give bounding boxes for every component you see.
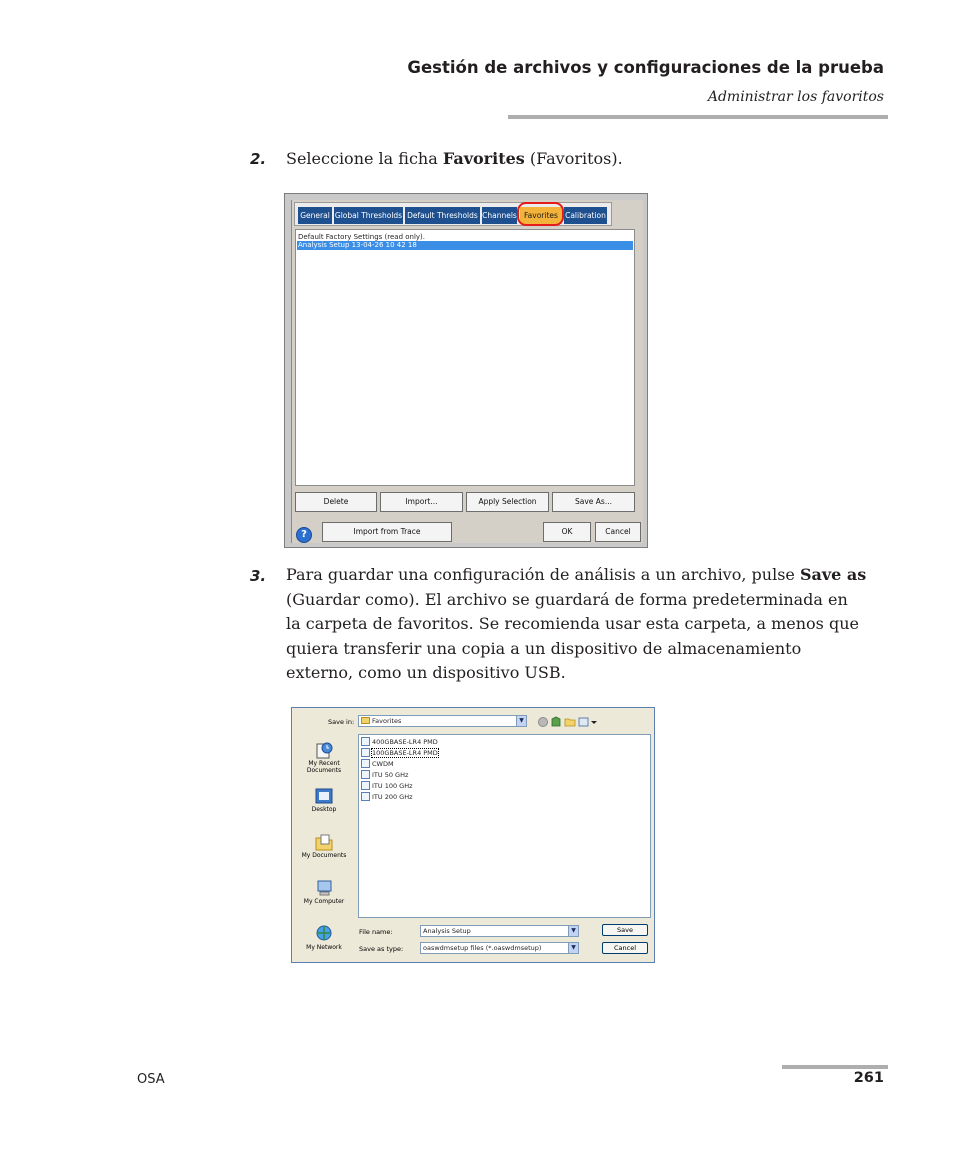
- list-item[interactable]: [361, 737, 438, 748]
- file-icon: [361, 770, 370, 779]
- list-item[interactable]: [361, 792, 413, 803]
- tab-calibration[interactable]: Calibration: [564, 207, 607, 224]
- file-name-value: Analysis Setup: [423, 927, 471, 935]
- toolbar-icons: [537, 716, 599, 728]
- place-label: My Recent: [308, 760, 340, 767]
- list-item-selected[interactable]: Analysis Setup 13-04-26 10 42 18: [297, 241, 633, 250]
- tab-general[interactable]: General: [298, 207, 332, 224]
- file-list[interactable]: [358, 734, 651, 918]
- save-as-type-select[interactable]: [420, 942, 579, 954]
- step-3-line-1-text: Para guardar una configuración de análisis a un archivo, pulse: [286, 565, 800, 584]
- place-label: My Network: [306, 944, 342, 951]
- save-as-type-value: oaswdmsetup files (*.oaswdmsetup): [423, 944, 542, 952]
- step-3-text: [286, 563, 886, 686]
- file-name-field[interactable]: [420, 925, 579, 937]
- import-button[interactable]: Import...: [380, 492, 463, 512]
- my-network-icon: [314, 924, 334, 944]
- desktop-icon: [314, 786, 334, 806]
- save-in-label: Save in:: [328, 718, 355, 726]
- place-label: Desktop: [311, 806, 337, 813]
- footer-rule: [782, 1065, 888, 1069]
- place-label: My Documents: [301, 852, 347, 859]
- file-icon: [361, 759, 370, 768]
- save-as-button[interactable]: Save As...: [552, 492, 635, 512]
- tab-channels[interactable]: Channels: [482, 207, 517, 224]
- tab-default-thresholds[interactable]: Default Thresholds: [405, 207, 480, 224]
- place-my-network[interactable]: [298, 924, 350, 951]
- file-name: ITU 50 GHz: [372, 771, 409, 779]
- list-item[interactable]: [361, 781, 413, 792]
- footer-product: OSA: [137, 1072, 165, 1087]
- step-3-number: 3.: [250, 567, 267, 585]
- step-2-number: 2.: [250, 150, 267, 168]
- favorites-tab-highlight-circle: [517, 202, 564, 226]
- save-as-dialog-screenshot: [291, 707, 655, 963]
- views-menu-icon: [579, 718, 588, 726]
- folder-icon: [361, 717, 370, 724]
- my-computer-icon: [314, 878, 334, 898]
- place-my-recent-documents[interactable]: [298, 740, 350, 774]
- list-item[interactable]: [361, 770, 408, 781]
- delete-button[interactable]: Delete: [295, 492, 377, 512]
- file-icon: [361, 737, 370, 746]
- place-label: Documents: [306, 767, 342, 774]
- save-in-value: Favorites: [372, 717, 402, 725]
- cancel-button[interactable]: Cancel: [602, 942, 648, 954]
- file-icon: [361, 748, 370, 757]
- step-3-line-3: la carpeta de favoritos. Se recomienda usar esta carpeta, a menos que: [286, 614, 859, 633]
- favorites-dialog: [291, 200, 643, 543]
- favorites-dialog-screenshot: [284, 193, 648, 548]
- step-3-line-1: [286, 563, 886, 588]
- place-my-documents[interactable]: [298, 832, 350, 859]
- new-folder-icon: [565, 719, 575, 726]
- step-2-text-before: Seleccione la ficha: [286, 149, 443, 168]
- import-from-trace-button[interactable]: Import from Trace: [322, 522, 452, 542]
- header-rule: [508, 115, 888, 119]
- apply-selection-button[interactable]: Apply Selection: [466, 492, 549, 512]
- place-my-computer[interactable]: [298, 878, 350, 905]
- step-2-bold: Favorites: [442, 149, 525, 168]
- save-button[interactable]: Save: [602, 924, 648, 936]
- page-number: 261: [853, 1070, 884, 1086]
- step-3-line-2: (Guardar como). El archivo se guardará de forma predeterminada en: [286, 589, 848, 609]
- cancel-button[interactable]: Cancel: [595, 522, 641, 542]
- file-name-label: File name:: [359, 928, 393, 936]
- tab-favorites[interactable]: Favorites: [520, 207, 562, 224]
- list-item[interactable]: Default Factory Settings (read only).: [298, 233, 426, 241]
- places-bar: [298, 734, 350, 958]
- chevron-down-icon[interactable]: ▼: [568, 926, 578, 936]
- recent-documents-icon: [314, 740, 334, 760]
- file-name: 100GBASE-LR4 PMD: [372, 749, 438, 757]
- chevron-down-icon[interactable]: ▼: [516, 716, 526, 726]
- step-3-line-5: externo, como un dispositivo USB.: [286, 663, 566, 682]
- file-icon: [361, 792, 370, 801]
- file-name: CWDM: [372, 760, 394, 768]
- up-folder-icon: [552, 717, 560, 726]
- file-name: ITU 100 GHz: [372, 782, 413, 790]
- place-label: My Computer: [303, 898, 345, 905]
- tab-bar: [294, 202, 612, 226]
- my-documents-icon: [314, 832, 334, 852]
- step-3-bold: Save as: [799, 565, 867, 584]
- running-header-subtitle: Administrar los favoritos: [707, 89, 884, 105]
- back-icon: [539, 718, 548, 727]
- tab-global-thresholds[interactable]: Global Thresholds: [334, 207, 403, 224]
- ok-button[interactable]: OK: [543, 522, 591, 542]
- step-2-text-after: (Favoritos).: [524, 149, 623, 168]
- help-icon[interactable]: ?: [296, 527, 312, 543]
- step-2-text: [286, 147, 623, 172]
- list-item[interactable]: [361, 748, 438, 759]
- file-name: ITU 200 GHz: [372, 793, 413, 801]
- running-header-title: Gestión de archivos y configuraciones de la prueba: [407, 58, 884, 77]
- save-as-type-label: Save as type:: [359, 945, 404, 953]
- chevron-down-icon[interactable]: ▼: [568, 943, 578, 953]
- save-in-combo[interactable]: [358, 715, 527, 727]
- list-item[interactable]: [361, 759, 394, 770]
- file-icon: [361, 781, 370, 790]
- step-3-line-4: quiera transferir una copia a un dispositivo de almacenamiento: [286, 638, 802, 658]
- file-name: 400GBASE-LR4 PMD: [372, 738, 438, 746]
- place-desktop[interactable]: [298, 786, 350, 813]
- favorites-list[interactable]: [295, 229, 635, 486]
